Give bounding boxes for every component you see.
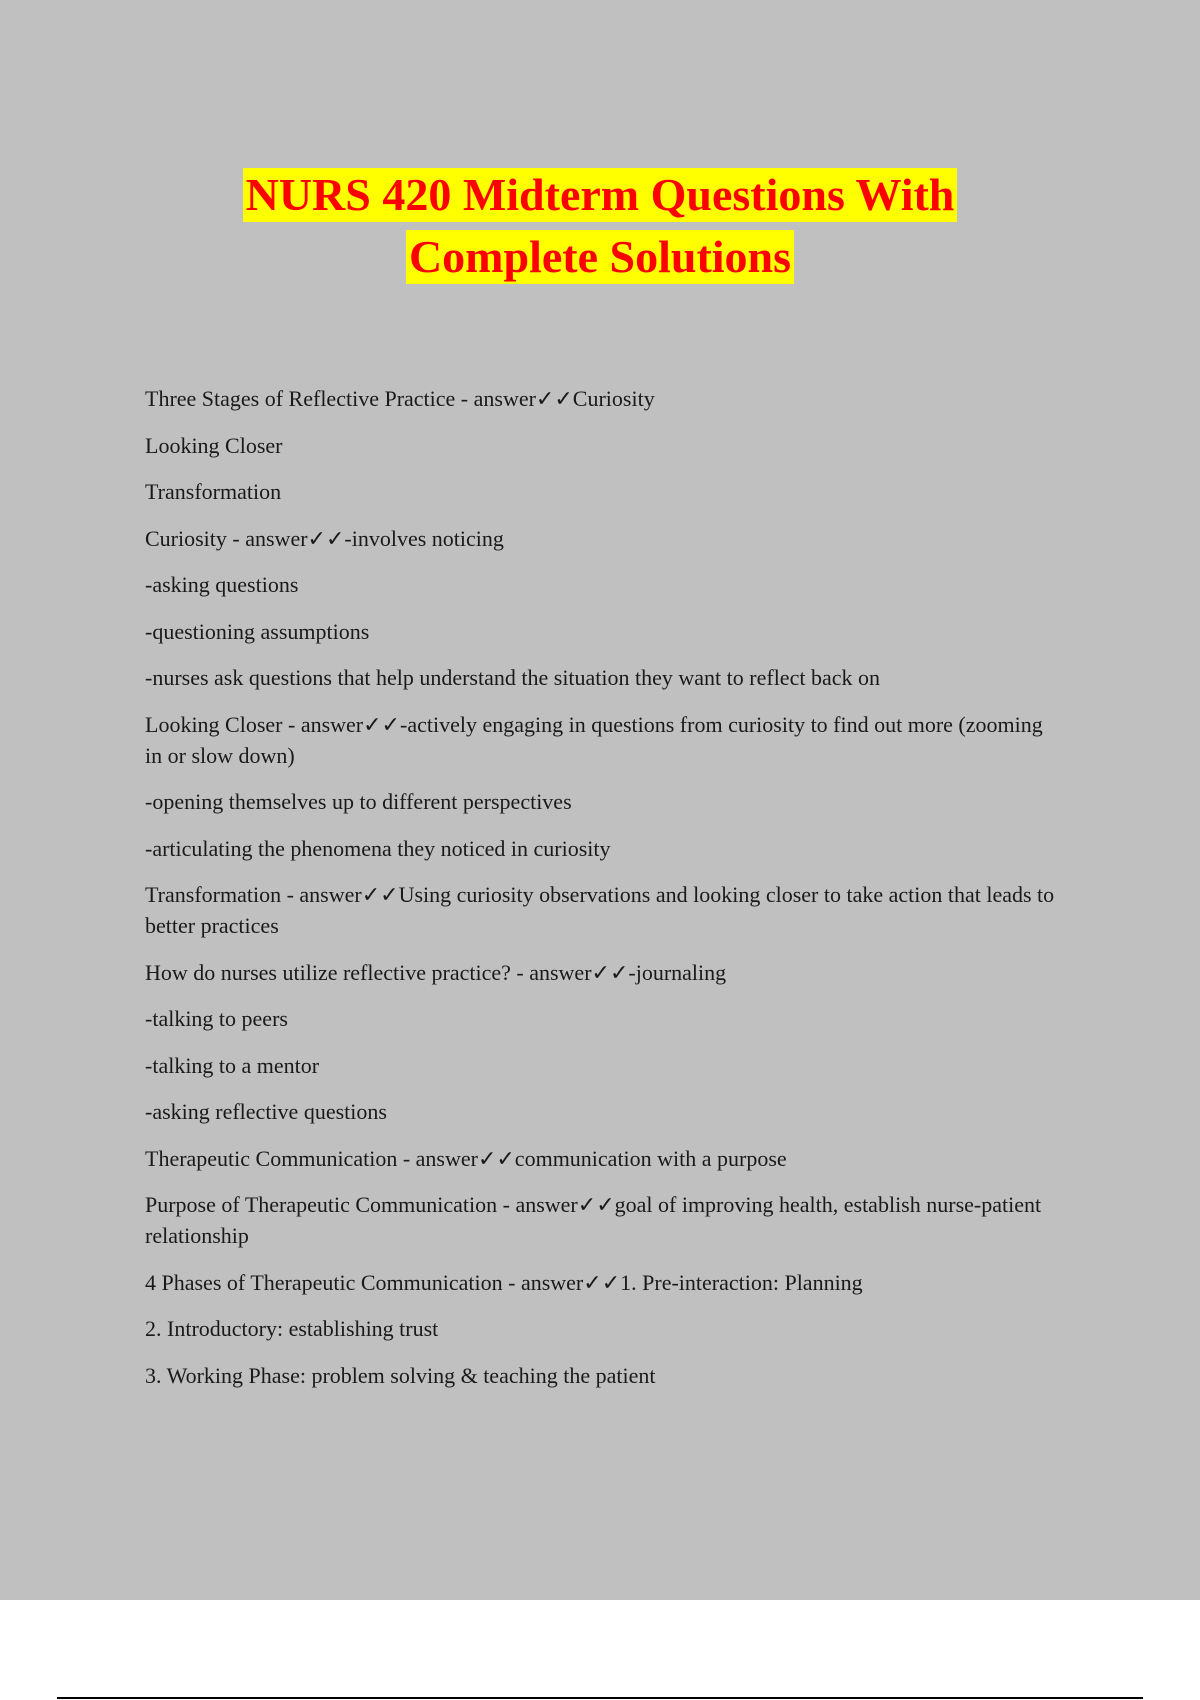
paragraph: -opening themselves up to different perspectives: [145, 789, 572, 814]
paragraph: -asking reflective questions: [145, 1099, 387, 1124]
title-line-1: NURS 420 Midterm Questions With: [243, 168, 958, 222]
paragraph: 3. Working Phase: problem solving & teaching the patient: [145, 1362, 656, 1388]
paragraph: 4 Phases of Therapeutic Communication - answer✓✓1. Pre-interaction: Planning: [145, 1269, 863, 1295]
paragraph: -nurses ask questions that help understand the situation they want to reflect back on: [145, 665, 880, 690]
paragraph: Three Stages of Reflective Practice - answer✓✓Curiosity: [145, 386, 655, 411]
paragraph: Transformation: [145, 479, 282, 504]
title-line-2: Complete Solutions: [406, 230, 794, 284]
paragraph: Looking Closer - answer✓✓-actively engaging in questions from curiosity to find out more (zooming in or slow down): [145, 711, 1043, 768]
paragraph: Looking Closer: [145, 432, 283, 458]
paragraph: Purpose of Therapeutic Communication - answer✓✓goal of improving health, establish nurse-patient relationship: [145, 1192, 1042, 1248]
paragraph: Therapeutic Communication - answer✓✓communication with a purpose: [145, 1145, 787, 1171]
paragraph: Transformation - answer✓✓Using curiosity observations and looking closer to take action that leads to better practices: [145, 882, 1055, 938]
page-divider: [57, 1697, 1143, 1699]
document-title: [0, 168, 1200, 292]
paragraph: -articulating the phenomena they noticed in curiosity: [145, 835, 611, 861]
paragraph: -questioning assumptions: [145, 618, 370, 644]
paragraph: -asking questions: [145, 572, 299, 597]
paragraph: Curiosity - answer✓✓-involves noticing: [145, 525, 504, 551]
paragraph: -talking to peers: [145, 1006, 288, 1031]
paragraph: -talking to a mentor: [145, 1052, 320, 1078]
paragraph: 2. Introductory: establishing trust: [145, 1316, 439, 1341]
document-body: [145, 383, 1065, 1406]
paragraph: How do nurses utilize reflective practice? - answer✓✓-journaling: [145, 959, 727, 985]
